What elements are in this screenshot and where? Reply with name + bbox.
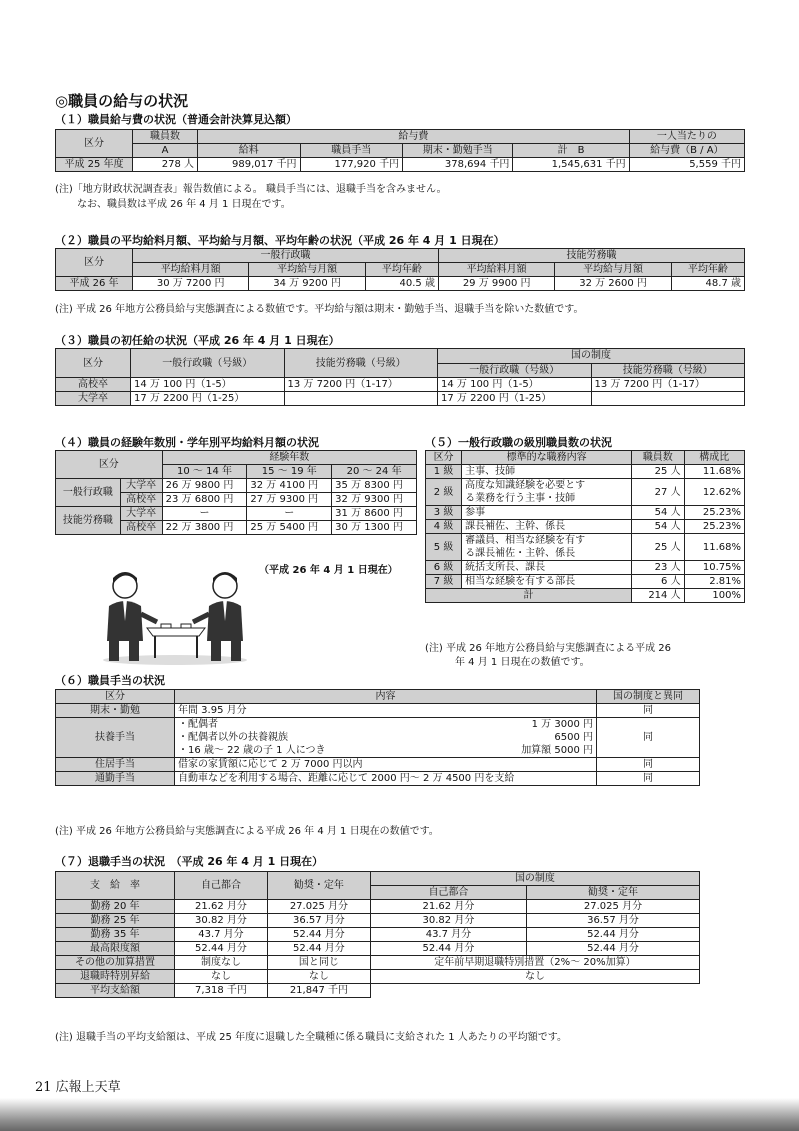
- table-row: その他の加算措置 制度なし 国と同じ 定年前早期退職特別措置（2%～ 20%加算）: [56, 956, 700, 970]
- footer-bar: [0, 1098, 799, 1131]
- experience-salary-table: 区分 経験年数 10 ～ 14 年 15 ～ 19 年 20 ～ 24 年 一般行政職 大学卒 26 万 9800 円 32 万 4100 円 35 万 8300 円 高校卒 23 万 6800 円 27 万 9300 円 32 万 9300 円 技能労務職 大学卒 ー ー 31 万 8600 円 高校卒 22 万 3800 円 25 万 5400 円 30 万 1300 円: [55, 450, 417, 535]
- salary-cost-table: 区分 職員数 給与費 一人当たりの A 給料 職員手当 期末・勤勉手当 計 B 給与費（B / A） 平成 25 年度 278 人 989,017 千円 177,920 千円 378,694 千円 1,545,631 千円 5,559 千円: [55, 129, 745, 172]
- section5-note-2: 年 4 月 1 日現在の数値です。: [455, 657, 590, 668]
- table-row: 2 級 高度な知識経験を必要とす る業務を行う主事・技師 27 人 12.62%: [426, 479, 745, 506]
- section1-note-2: なお、職員数は平成 26 年 4 月 1 日現在です。: [77, 199, 291, 210]
- table-row: 住居手当 借家の家賃額に応じて 2 万 7000 円以内 同: [56, 758, 700, 772]
- table-row: 平均支給額 7,318 千円 21,847 千円: [56, 984, 700, 998]
- table-row: 最高限度額 52.44 月分 52.44 月分 52.44 月分 52.44 月分: [56, 942, 700, 956]
- section1-heading: （１）職員給与費の状況（普通会計決算見込額）: [55, 113, 297, 126]
- section2-heading: （２）職員の平均給料月額、平均給与月額、平均年齢の状況（平成 26 年 4 月 1 日現在）: [55, 234, 505, 247]
- table-total-row: 計 214 人 100%: [426, 589, 745, 603]
- section7-note: (注) 退職手当の平均支給額は、平成 25 年度に退職した全職種に係る職員に支給された 1 人あたりの平均額です。: [55, 1032, 567, 1043]
- table-row: 勤務 25 年 30.82 月分 36.57 月分 30.82 月分 36.57 月分: [56, 914, 700, 928]
- table-row: 1 級 主事、技師 25 人 11.68%: [426, 465, 745, 479]
- retirement-table: 支 給 率 自己都合 勧奨・定年 国の制度 自己都合 勧奨・定年 勤務 20 年 21.62 月分 27.025 月分 21.62 月分 27.025 月分 勤務 25 年 30.82 月分 36.57 月分 30.82 月分 36.57 月分 勤務 35 年 43.7 月分 52.44 月分 43.7 月分 52.44 月分 最高限度額 52.44 月分 52.44 月分 52.44 月分 52.44 月分 その他の加算措置 制度なし 国と同じ 定年前早期退職特別措置（2%～ 20%加算） 退職時特別昇給 なし なし なし 平均支給額 7,318 千円 21,847 千円: [55, 871, 700, 998]
- table-row: 通勤手当 自動車などを利用する場合、距離に応じて 2000 円～ 2 万 4500 円を支給 同: [56, 772, 700, 786]
- table-row: 勤務 35 年 43.7 月分 52.44 月分 43.7 月分 52.44 月分: [56, 928, 700, 942]
- section5-heading: （５）一般行政職の級別職員数の状況: [425, 436, 612, 449]
- table-row: 7 級 相当な経験を有する部長 6 人 2.81%: [426, 575, 745, 589]
- table-row: 4 級 課長補佐、主幹、係長 54 人 25.23%: [426, 520, 745, 534]
- section5-note: (注) 平成 26 年地方公務員給与実態調査による平成 26: [425, 643, 671, 654]
- section4-date: （平成 26 年 4 月 1 日現在）: [259, 565, 398, 576]
- meeting-illustration: [95, 566, 255, 666]
- table-row: 扶養手当 ・配偶者 1 万 3000 円 ・配偶者以外の扶養親族 6500 円 ・16 歳～ 22 歳の子 1 人につき 加算額 5000 円 同: [56, 718, 700, 758]
- section1-note: (注)「地方財政状況調査表」報告数値による。 職員手当には、退職手当を含みません。: [55, 184, 447, 195]
- section6-note: (注) 平成 26 年地方公務員給与実態調査による平成 26 年 4 月 1 日現在の数値です。: [55, 826, 439, 837]
- page-footer: 21 広報上天草: [35, 1080, 121, 1095]
- table-row: 平成 26 年 30 万 7200 円 34 万 9200 円 40.5 歳 29 万 9900 円 32 万 2600 円 48.7 歳: [56, 277, 745, 291]
- table-row: 6 級 統括支所長、課長 23 人 10.75%: [426, 561, 745, 575]
- table-row: 高校卒 14 万 100 円（1-5） 13 万 7200 円（1-17） 14 万 100 円（1-5） 13 万 7200 円（1-17）: [56, 378, 745, 392]
- table-row: 大学卒 17 万 2200 円（1-25） 17 万 2200 円（1-25）: [56, 392, 745, 406]
- table-row: 一般行政職 大学卒 26 万 9800 円 32 万 4100 円 35 万 8300 円: [56, 479, 417, 493]
- grade-staff-table: 区分 標準的な職務内容 職員数 構成比 1 級 主事、技師 25 人 11.68% 2 級 高度な知識経験を必要とす る業務を行う主事・技師 27 人 12.62% 3 級 参事 54 人 25.23% 4 級 課長補佐、主幹、係長 54 人 25.23% 5 級 審議員、相当な経験を有す る課長補佐・主幹、係長 25 人 11.68% 6 級 統括支所長、課長 23 人 10.75% 7 級 相当な経験を有する部長 6 人 2.81% 計 214 人 100%: [425, 450, 745, 603]
- person-right-icon: [193, 572, 243, 661]
- section6-heading: （６）職員手当の状況: [55, 674, 165, 687]
- starting-salary-table: 区分 一般行政職（号級） 技能労務職（号級） 国の制度 一般行政職（号級） 技能労務職（号級） 高校卒 14 万 100 円（1-5） 13 万 7200 円（1-17） 14 万 100 円（1-5） 13 万 7200 円（1-17） 大学卒 17 万 2200 円（1-25） 17 万 2200 円（1-25）: [55, 348, 745, 406]
- allowance-table: 区分 内容 国の制度と異同 期末・勤勉 年間 3.95 月分 同 扶養手当 ・配偶者 1 万 3000 円 ・配偶者以外の扶養親族 6500 円 ・16 歳～ 22 歳の子 1 人につき 加算額 5000 円 同 住居手当 借家の家賃額に応じて 2 万 7000 円以内 同 通勤手当 自動車などを利用する場合、距離に応じて 2000 円～ 2 万 4500 円を支給 同: [55, 689, 700, 786]
- table-row: 平成 25 年度 278 人 989,017 千円 177,920 千円 378,694 千円 1,545,631 千円 5,559 千円: [56, 158, 745, 172]
- person-left-icon: [107, 572, 157, 661]
- table-row: 期末・勤勉 年間 3.95 月分 同: [56, 704, 700, 718]
- section7-heading: （７）退職手当の状況 （平成 26 年 4 月 1 日現在）: [55, 855, 324, 868]
- table-row: 3 級 参事 54 人 25.23%: [426, 506, 745, 520]
- average-salary-table: 区分 一般行政職 技能労務職 平均給料月額 平均給与月額 平均年齢 平均給料月額 平均給与月額 平均年齢 平成 26 年 30 万 7200 円 34 万 9200 円 40.5 歳 29 万 9900 円 32 万 2600 円 48.7 歳: [55, 248, 745, 291]
- section4-heading: （４）職員の経験年数別・学年別平均給料月額の状況: [55, 436, 319, 449]
- table-row: 退職時特別昇給 なし なし なし: [56, 970, 700, 984]
- section3-heading: （３）職員の初任給の状況（平成 26 年 4 月 1 日現在）: [55, 334, 340, 347]
- table-icon: [147, 624, 205, 658]
- table-row: 勤務 20 年 21.62 月分 27.025 月分 21.62 月分 27.025 月分: [56, 900, 700, 914]
- table-row: 技能労務職 大学卒 ー ー 31 万 8600 円: [56, 507, 417, 521]
- table-row: 高校卒 23 万 6800 円 27 万 9300 円 32 万 9300 円: [56, 493, 417, 507]
- table-row: 高校卒 22 万 3800 円 25 万 5400 円 30 万 1300 円: [56, 521, 417, 535]
- section2-note: (注) 平成 26 年地方公務員給与実態調査による数値です。平均給与額は期末・勤勉手当、退職手当を除いた数値です。: [55, 304, 584, 315]
- table-row: 5 級 審議員、相当な経験を有す る課長補佐・主幹、係長 25 人 11.68%: [426, 534, 745, 561]
- page-title: ◎職員の給与の状況: [55, 92, 189, 110]
